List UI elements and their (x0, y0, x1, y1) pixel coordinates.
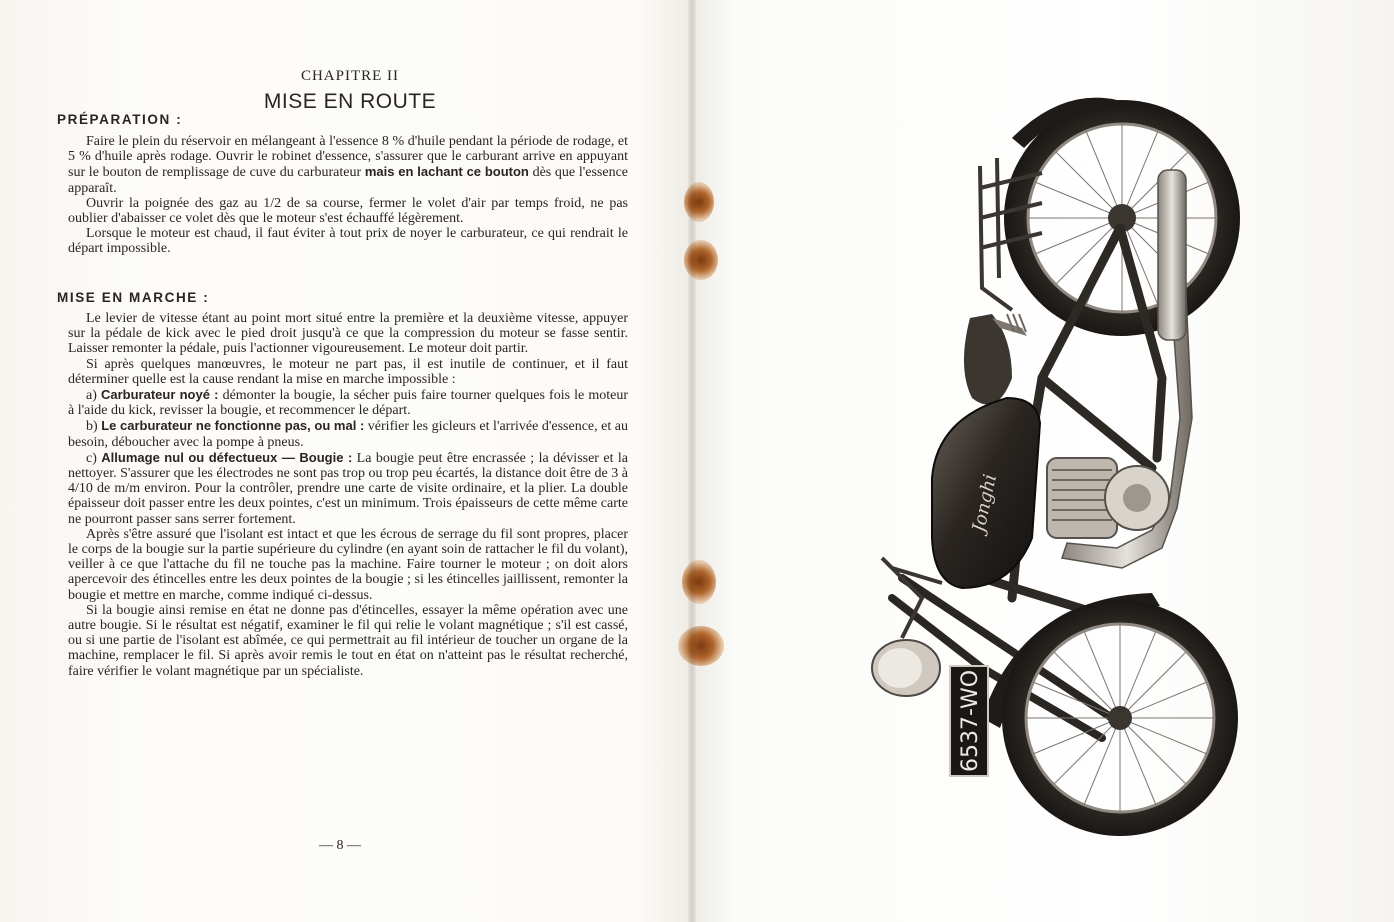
saddle (964, 314, 1027, 405)
left-page (0, 0, 692, 922)
heading-preparation: PRÉPARATION : (57, 112, 183, 127)
tank-logo: Jonghi (968, 472, 1002, 535)
preparation-section (68, 134, 628, 257)
license-plate (950, 666, 988, 776)
engine (1047, 458, 1169, 538)
mise-en-marche-section (68, 311, 628, 679)
paragraph: Ouvrir la poignée des gaz au 1/2 de sa course, fermer le volet d'air par temps froid, ne pas oublier d'abaisser ce volet dès que le moteur s'est échauffé légèrement. (68, 195, 628, 227)
paragraph-item-b (68, 418, 628, 449)
text-run: démonter la bougie, la sécher puis faire tourner quelques fois le moteur à l'aide du kick, revisser la bougie, et recommencer le départ. (68, 388, 628, 419)
front-wheel (1002, 600, 1238, 836)
paragraph: Lorsque le moteur est chaud, il faut éviter à tout prix de noyer le carburateur, ce qui rendrait le départ impossible. (68, 226, 628, 257)
heading-mise-en-marche: MISE EN MARCHE : (57, 290, 210, 305)
text-run: dès que l'essence apparaît. (68, 165, 629, 196)
headlamp (872, 640, 940, 696)
text-run: Faire le plein du réservoir en mélangeant à l'essence 8 % d'huile pendant la période de rodage, et 5 % d'huile après rodage. Ouvrir le robinet d'essence, s'assurer que le carburant arrive en appuyant sur le bouton de remplissage de cuve du carburateur (68, 134, 628, 181)
plate-number: 6537-WO (958, 669, 983, 772)
bold-text: Allumage nul ou défectueux — Bougie : (101, 449, 353, 465)
page-title: MISE EN ROUTE (263, 90, 437, 113)
muffler (1158, 170, 1186, 340)
item-prefix: a) (86, 388, 101, 404)
motorcycle-photo (862, 78, 1262, 848)
page-number: — 8 — (319, 838, 361, 853)
text-run: vérifier les gicleurs et l'arrivée d'essence, et au besoin, déboucher avec la pompe à pneus. (68, 419, 628, 450)
paragraph: Si après quelques manœuvres, le moteur ne part pas, il est inutile de continuer, et il faut déterminer quelle est la cause rendant la mise en marche impossible : (68, 356, 628, 387)
paragraph-item-a (68, 387, 628, 418)
rust-stain (678, 626, 724, 666)
paragraph (68, 134, 628, 196)
rear-wheel (1004, 100, 1240, 336)
bold-text: mais en lachant ce bouton (364, 164, 529, 180)
item-prefix: b) (86, 419, 102, 435)
item-prefix: c) (86, 450, 102, 466)
bold-text: Carburateur noyé : (100, 387, 219, 403)
bold-text: Le carburateur ne fonctionne pas, ou mal : (101, 418, 365, 434)
book-gutter (688, 0, 696, 922)
paragraph: Si la bougie ainsi remise en état ne donne pas d'étincelles, essayer la même opération avec une autre bougie. Si le résultat est négatif, examiner le fil qui relie le volant magnétique ; s'il est cassé, ou si une partie de l'isolant est abîmée, ce qui permettrait au fil intérieur de toucher un organe de la machine, remplacer le fil. Si après avoir remis le tout en état on n'atteint pas le résultat recherché, faire vérifier le volant magnétique par un spécialiste. (68, 602, 628, 679)
paragraph: Le levier de vitesse étant au point mort situé entre la première et la deuxième vitesse, appuyer sur la pédale de kick avec le pied droit jusqu'à ce que la compression du moteur se fasse sentir. Laisser remonter la pédale, puis l'actionner vigoureusement. Le moteur doit partir. (68, 311, 628, 357)
paragraph-item-c (68, 450, 628, 527)
chapter-label: CHAPITRE II (300, 68, 400, 84)
paragraph: Après s'être assuré que l'isolant est intact et que les écrous de serrage du fil sont propres, placer le corps de la bougie sur la partie supérieure du cylindre (en ayant soin de rattacher le fil du volant), veiller à ce que l'attache du fil ne touche pas la machine. Faire tourner le moteur ; on doit alors apercevoir des étincelles entre les deux pointes de la bougie ; si les étincelles jaillissent, remonter la bougie et mettre en marche, comme indiqué ci-dessus. (68, 526, 628, 603)
text-run: La bougie peut être encrassée ; la dévisser et la nettoyer. S'assurer que les électrodes ne sont pas trop ou trop peu écartés, la distance doit être de 3 à 4/10 de m/m environ. Pour la contrôler, prendre une carte de visite ordinaire, et la plier. La double épaisseur doit passer entre les deux pointes, c'est un minimum. Trois épaisseurs de cette même carte ne pourront passer sans serrer fortement. (68, 450, 628, 527)
